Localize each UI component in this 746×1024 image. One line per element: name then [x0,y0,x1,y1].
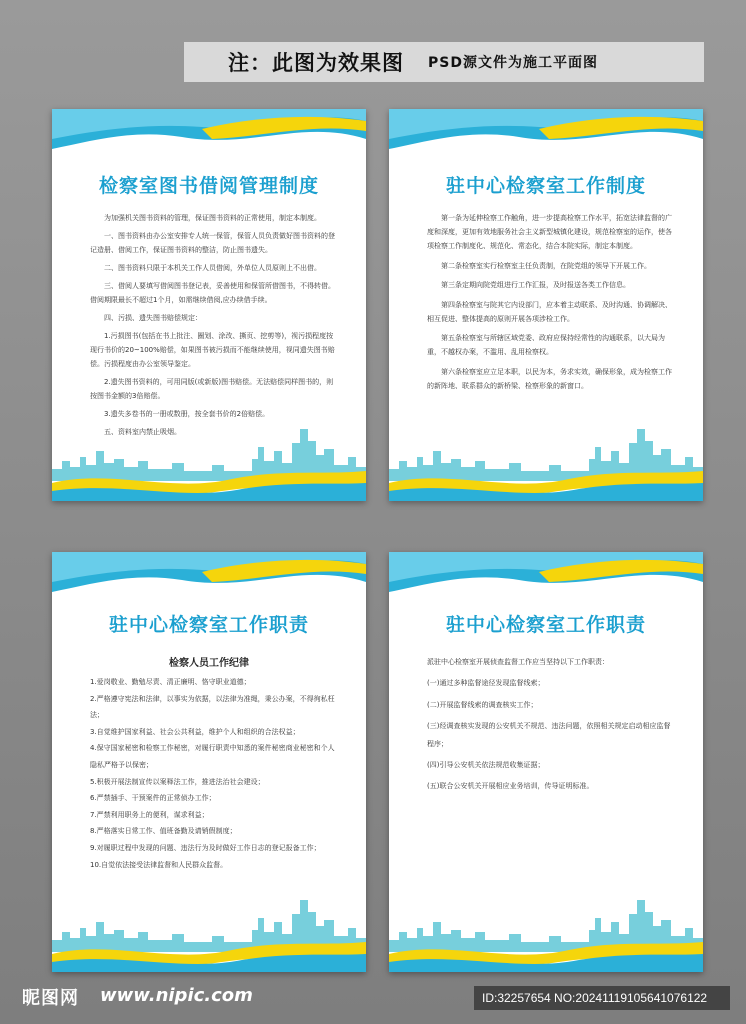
board-title: 驻中心检察室工作职责 [108,614,309,636]
board-work-system [389,109,703,501]
paragraph: 1.污损图书(包括在书上批注、圈划、涂改、撕页、挖剪等)，视污损程度按现行书价的20~100%赔偿，如果图书被污损而不能继续使用，视同遗失图书赔偿。污损程度由办公室领导鉴定。 [90,332,335,368]
paragraph: 10.自觉依法接受法律监督和人民群众监督。 [90,860,228,869]
paragraph: 2.遗失图书资料的，可用同版(或新版)图书赔偿。无法赔偿同样图书的，则按图书金额的3倍赔偿。 [90,378,334,400]
image-id-text: ID:32257654 NO:20241119105641076122 [482,991,708,1005]
skyline-decoration [389,421,703,501]
skyline-decoration [389,892,703,972]
board-title: 检察室图书借阅管理制度 [98,175,319,197]
paragraph: 第一条为延伸检察工作触角，进一步提高检察工作水平，拓宽法律监督的广度和深度，更加有效地服务社会主义新型城镇化建设，规范检察室的运作，使各项检察工作制度化、规范化、常态化，结合本院实际，制定本制度。 [427,214,672,250]
paragraph: 第二条检察室实行检察室主任负责制，在院党组的领导下开展工作。 [441,261,651,270]
paragraph: 派驻中心检察室开展侦查监督工作应当坚持以下工作职责： [427,658,609,666]
header-banner [184,42,704,82]
paragraph: 为加强机关图书资料的管理，保证图书资料的正常使用，制定本制度。 [104,214,321,222]
top-wave-decoration [52,109,366,169]
paragraph: 四、污损、遗失图书赔偿规定： [104,314,202,322]
paragraph: 第六条检察室应立足本职，以民为本，务求实效，确保形象，成为检察工作的新阵地、联系群众的新桥梁、检察形象的新窗口。 [427,367,672,390]
paragraph: 五、资料室内禁止吸烟。 [104,428,181,436]
paragraph: 一、图书资料由办公室安排专人统一保管，保管人员负责做好图书资料的登记造册、借阅工作，保证图书资料的整洁，防止图书遗失。 [90,232,335,254]
board-work-duties [389,552,703,972]
watermark-footer [0,984,746,1014]
paragraph: (一)通过多种监督途径发现监督线索； [427,679,545,688]
paragraph: 二、图书资料只限于本机关工作人员借阅，外单位人员原则上不出借。 [104,264,321,272]
paragraph: 4.保守国家秘密和检察工作秘密，对履行职责中知悉的案件秘密商业秘密和个人隐私严格予以保密； [90,744,335,769]
board-body [90,211,338,443]
board-library-rules [52,109,366,501]
paragraph: 第四条检察室与院其它内设部门，应本着主动联系、及时沟通、协调解决、相互促进、整体提高的原则开展各项涉检工作。 [427,300,672,323]
paragraph: (五)联合公安机关开展相应业务培训，传导证明标准。 [427,782,594,791]
board-body [90,674,338,873]
header-main-text: 注：此图为效果图 [228,51,404,75]
paragraph: 5.积极开展法制宣传以案释法工作，推进法治社会建设； [90,777,265,786]
paragraph: 3.自觉维护国家利益、社会公共利益，维护个人和组织的合法权益； [90,727,300,736]
board-body [427,654,675,800]
paragraph: 三、借阅人要填写借阅图书登记表，妥善使用和保管所借图书，不得转借。借阅期限最长不超过1个月，如需继续借阅,应办续借手续。 [90,282,335,304]
paragraph: 第五条检察室与所辖区域党委、政府应保持经常性的沟通联系，以大局为重，不越权办案，不滥用、乱用检察权。 [427,334,665,356]
board-title: 驻中心检察室工作职责 [445,614,646,636]
paragraph: 9.对履职过程中发现的问题、违法行为及时做好工作日志的登记报备工作； [90,843,321,852]
nipic-url: www.nipic.com [100,985,253,1006]
paragraph: (三)经调查核实发现的公安机关不规范、违法问题，依照相关规定启动相应监督程序； [427,722,671,748]
board-subtitle: 检察人员工作纪律 [169,658,249,669]
paragraph: 7.严禁利用职务上的便利，谋求利益； [90,810,209,819]
paragraph: (四)引导公安机关依法规范收集证据； [427,761,545,770]
skyline-decoration [52,892,366,972]
paragraph: 2.严格遵守宪法和法律，以事实为依据，以法律为准绳，秉公办案，不得徇私枉法； [90,694,335,720]
paragraph: 6.严禁插手、干预案件的正常侦办工作； [90,794,216,803]
paragraph: 第三条定期向院党组进行工作汇报，及时报送各类工作信息。 [441,281,630,289]
paragraph: (二)开展监督线索的调查核实工作； [427,700,538,709]
skyline-decoration [52,421,366,501]
top-wave-decoration [389,109,703,169]
board-work-duties-discipline [52,552,366,972]
board-title: 驻中心检察室工作制度 [445,175,646,197]
paragraph: 8.严格落实日常工作、值班备勤及请销假制度； [90,827,237,836]
paragraph: 1.爱岗敬业、勤勉尽责、清正廉明、恪守职业道德； [90,678,251,686]
top-wave-decoration [52,552,366,612]
top-wave-decoration [389,552,703,612]
paragraph: 3.遗失多卷书的一册或数册，按全套书价的2倍赔偿。 [104,410,270,418]
nipic-logo: 昵图网 [22,988,79,1009]
board-body [427,211,675,398]
header-sub-text: PSD源文件为施工平面图 [428,55,598,71]
